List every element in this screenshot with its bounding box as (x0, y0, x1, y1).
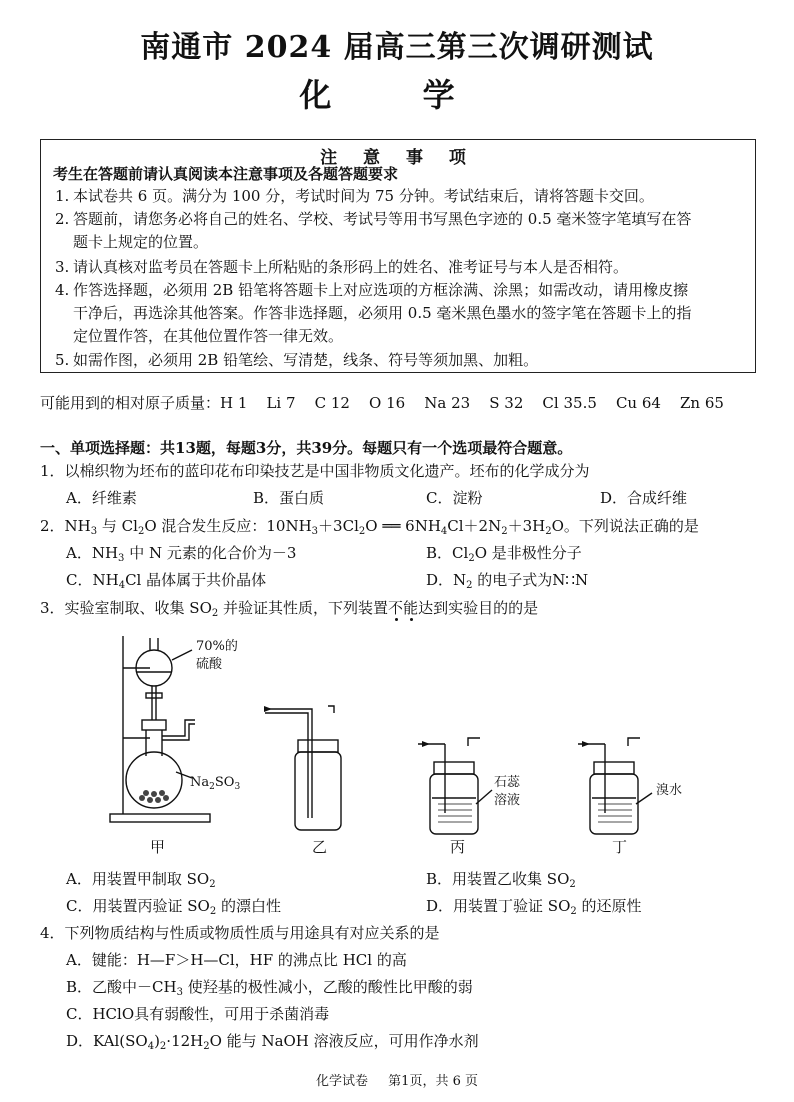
label-ding: 丁 (612, 838, 628, 856)
q4-option-b: B．乙酸中$-CH_3$ 使羟基的极性减小，乙酸的酸性比甲酸的弱 (66, 978, 473, 998)
stopcock (146, 693, 162, 698)
notice-item-2: 2. 答题前，请您务必将自己的姓名、学校、考试号等用书写黑色字迹的 0.5 毫米签字笔填写在答 题卡上规定的位置。 (55, 210, 692, 251)
notice-item-4: 4. 作答选择题，必须用 2B 铅笔将答题卡上对应选项的方框涂满、涂黑；如需改动，请用橡皮擦 干净后，再选涂其他答案。作答非选择题，必须用 0.5 毫米黑色墨水的签字笔在答题卡上的指 定位置作答，在其他位置作答一律无效。 (55, 281, 692, 345)
section-heading: 一、单项选择题：共13题，每题3分，共39分。每题只有一个选项最符合题意。 (40, 439, 573, 457)
round-bottom-flask (126, 752, 182, 808)
subject-title: 化 学 (299, 76, 495, 114)
q3-option-d: D．用装置丁验证 $SO_2$ 的还原性 (426, 897, 642, 917)
page-footer (0, 1070, 794, 1089)
svg-text:溶液: 溶液 (494, 793, 521, 808)
atomic-masses: 可能用到的相对原子质量：H 1 Li 7 C 12 O 16 Na 23 S 32 Cl 35.5 Cu 64 Zn 65 (40, 394, 724, 412)
q3-option-a: A．用装置甲制取 $SO_2$ (66, 870, 216, 890)
q3-option-b: B．用装置乙收集 $SO_2$ (426, 870, 576, 890)
acid-label: 70%的 (196, 639, 238, 654)
q4-option-d: D．$KAl(SO_4)_2\cdot 12H_2O$ 能与 NaOH 溶液反应，可用作净水剂 (66, 1032, 479, 1052)
q2-option-b: B．$Cl_2O$ 是非极性分子 (426, 544, 582, 564)
notice-item-3: 3. 请认真核对监考员在答题卡上所粘贴的条形码上的姓名、准考证号与本人是否相符。 (55, 258, 629, 276)
label-jia: 甲 (150, 838, 166, 856)
q2-option-a: A．$NH_3$ 中 N 元素的化合价为－3 (66, 544, 297, 564)
svg-text:硫酸: 硫酸 (196, 657, 223, 672)
q4-option-a: A．键能：H—F＞H—Cl，HF 的沸点比 HCl 的高 (66, 951, 407, 969)
notice-item-5: 5. 如需作图，必须用 2B 铅笔绘、写清楚，线条、符号等须加黑、加粗。 (55, 351, 539, 369)
bromine-label: 溴水 (656, 783, 683, 798)
apparatus-figure (100, 628, 720, 860)
notice-item-1: 1. 本试卷共 6 页。满分为 100 分，考试时间为 75 分钟。考试结束后，请将答题卡交回。 (55, 187, 654, 205)
q4-stem: 4．下列物质结构与性质或物质性质与用途具有对应关系的是 (40, 924, 440, 942)
q1-option-b: B．蛋白质 (253, 489, 325, 507)
notice-box (40, 139, 756, 373)
salt-label: $Na_2SO_3$ (190, 775, 241, 792)
q2-stem: 2．$NH_3$ 与 $Cl_2O$ 混合发生反应：$10NH_3+3Cl_2O$ ══ $6NH_4Cl+2N_2+3H_2O$。下列说法正确的是 (40, 517, 699, 537)
q3-stem: 3．实验室制取、收集 $SO_2$ 并验证其性质，下列装置不能达到实验目的的是 (40, 599, 539, 619)
label-yi: 乙 (312, 838, 328, 856)
q1-option-c: C．淀粉 (426, 489, 483, 507)
notice-title: 注 意 事 项 (320, 148, 476, 168)
notice-subtitle: 考生在答题前请认真阅读本注意事项及各题答题要求 (53, 165, 399, 183)
q1-option-d: D．合成纤维 (600, 489, 688, 507)
q2-option-c: C．$NH_4Cl$ 晶体属于共价晶体 (66, 571, 267, 591)
bottle-yi-inlet-tube (265, 713, 308, 818)
q4-option-c: C．HClO具有弱酸性，可用于杀菌消毒 (66, 1005, 330, 1023)
bottle-yi (295, 752, 341, 830)
label-bing: 丙 (450, 838, 466, 856)
litmus-label: 石蕊 (494, 775, 521, 790)
q3-option-c: C．用装置丙验证 $SO_2$ 的漂白性 (66, 897, 281, 917)
exam-title: 南通市 2024 届高三第三次调研测试 (140, 30, 654, 65)
footer-page: 第1页，共 6 页 (388, 1074, 478, 1089)
footer-subject: 化学试卷 (316, 1074, 369, 1089)
q2-option-d: D．$N_2$ 的电子式为N∷N (426, 571, 589, 591)
q1-option-a: A．纤维素 (66, 489, 137, 507)
q1-stem: 1．以棉织物为坯布的蓝印花布印染技艺是中国非物质文化遗产。坯布的化学成分为 (40, 462, 590, 480)
stand-base (110, 814, 210, 822)
